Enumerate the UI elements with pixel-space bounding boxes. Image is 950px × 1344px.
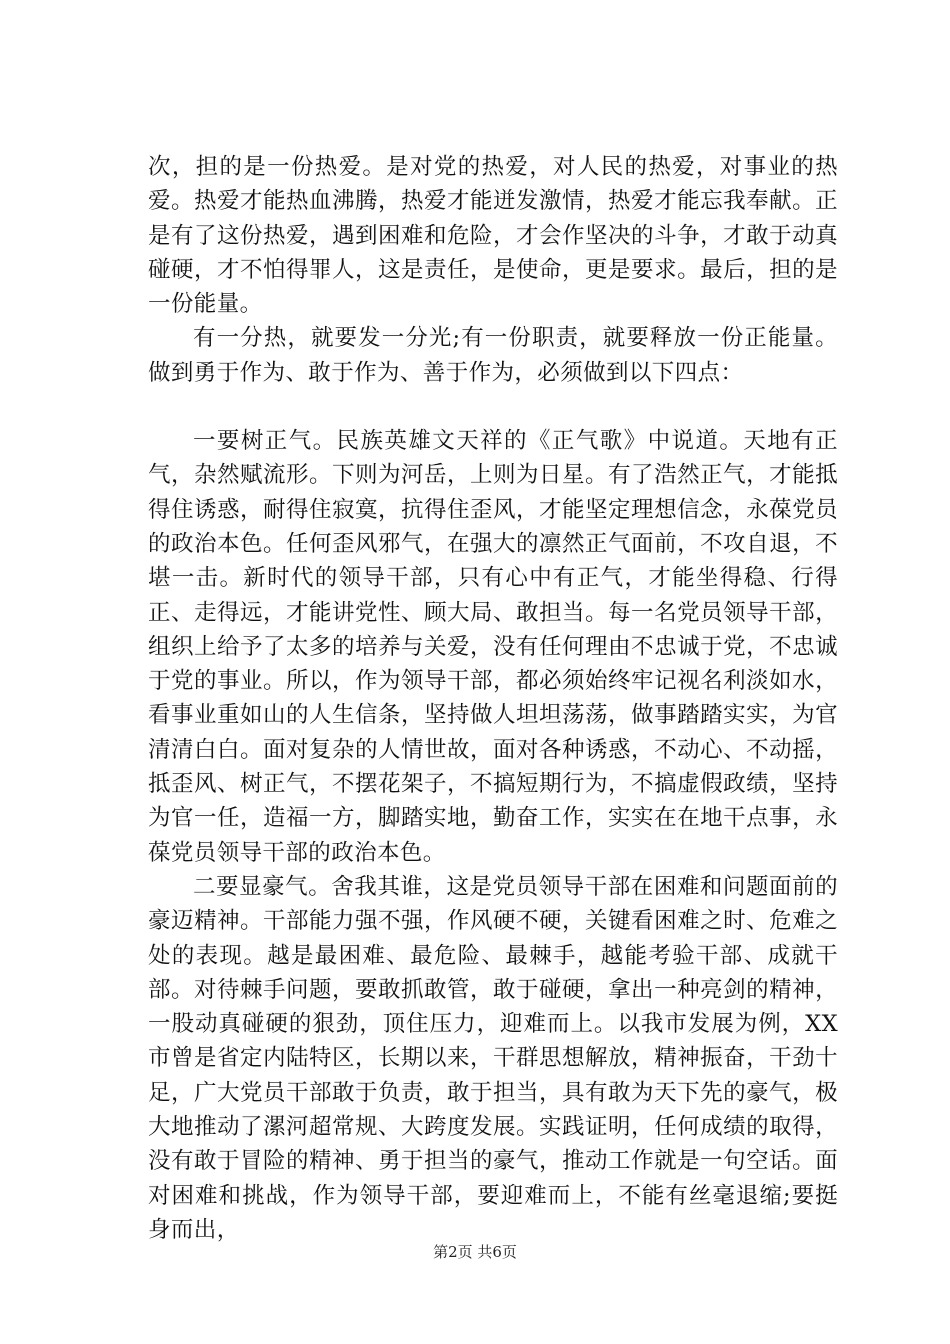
page-number: 第2页 共6页 bbox=[433, 1243, 517, 1261]
paragraph-continuation: 次，担的是一份热爱。是对党的热爱，对人民的热爱，对事业的热爱。热爱才能热血沸腾，热爱才能迸发激情，热爱才能忘我奉献。正是有了这份热爱，遇到困难和危险，才会作坚决的斗争，才敢于动真碰硬，才不怕得罪人，这是责任，是使命，更是要求。最后，担的是一份能量。 bbox=[148, 154, 838, 318]
body-text bbox=[148, 150, 838, 1247]
paragraph-intro-four-points: 有一分热，就要发一分光;有一份职责，就要释放一份正能量。做到勇于作为、敢于作为、善于作为，必须做到以下四点： bbox=[148, 325, 838, 386]
paragraph-point-two: 二要显豪气。舍我其谁，这是党员领导干部在困难和问题面前的豪迈精神。干部能力强不强，作风硬不硬，关键看困难之时、危难之处的表现。越是最困难、最危险、最棘手，越能考验干部、成就干部。对待棘手问题，要敢抓敢管，敢于碰硬，拿出一种亮剑的精神，一股动真碰硬的狠劲，顶住压力，迎难而上。以我市发展为例，XX市曾是省定内陆特区，长期以来，干群思想解放，精神振奋，干劲十足，广大党员干部敢于负责，敢于担当，具有敢为天下先的豪气，极大地推动了漯河超常规、大跨度发展。实践证明，任何成绩的取得，没有敢于冒险的精神、勇于担当的豪气，推动工作就是一句空话。面对困难和挑战，作为领导干部，要迎难而上，不能有丝毫退缩;要挺身而出， bbox=[148, 873, 838, 1243]
paragraph-point-one: 一要树正气。民族英雄文天祥的《正气歌》中说道。天地有正气，杂然赋流形。下则为河岳，上则为日星。有了浩然正气，才能抵得住诱惑，耐得住寂寞，抗得住歪风，才能坚定理想信念，永葆党员的政治本色。任何歪风邪气，在强大的凛然正气面前，不攻自退，不堪一击。新时代的领导干部，只有心中有正气，才能坐得稳、行得正、走得远，才能讲党性、顾大局、敢担当。每一名党员领导干部，组织上给予了太多的培养与关爱，没有任何理由不忠诚于党，不忠诚于党的事业。所以，作为领导干部，都必须始终牢记视名利淡如水，看事业重如山的人生信条，坚持做人坦坦荡荡，做事踏踏实实，为官清清白白。面对复杂的人情世故，面对各种诱惑，不动心、不动摇，抵歪风、树正气，不摆花架子，不搞短期行为，不搞虚假政绩，坚持为官一任，造福一方，脚踏实地，勤奋工作，实实在在地干点事，永葆党员领导干部的政治本色。 bbox=[148, 428, 838, 866]
